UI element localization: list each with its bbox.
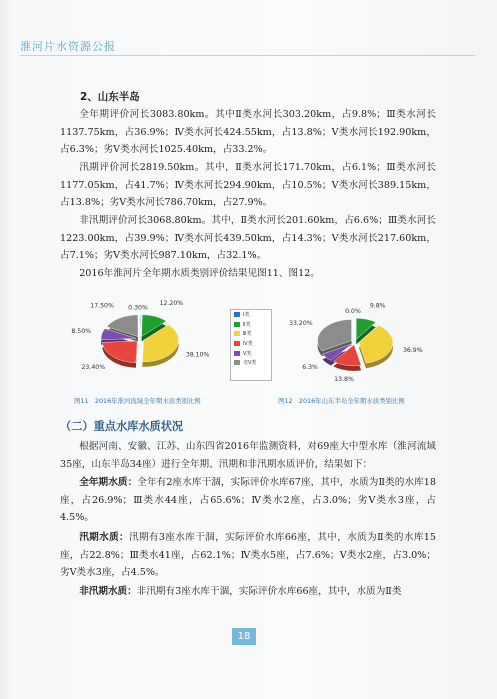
pie-label-6: 33.20% bbox=[289, 319, 313, 327]
pie-label-2: 9.8% bbox=[369, 302, 386, 310]
legend-label: 劣Ⅴ类 bbox=[243, 360, 257, 367]
report-header-title: 淮河片水资源公报 bbox=[20, 40, 116, 53]
legend-item-class1 bbox=[231, 310, 271, 320]
pie-label-1: 0.30% bbox=[128, 304, 148, 312]
legend-swatch bbox=[234, 341, 240, 346]
reservoir-nonflood-label: 非汛期水质： bbox=[79, 586, 137, 597]
reservoir-nonflood-text: 非汛期有3座水库干涸，实际评价水库66座，其中，水质为Ⅱ类 bbox=[136, 586, 402, 597]
reservoir-annual-text: 全年有2座水库干涸，实际评价水库67座，其中，水质为Ⅱ类的水库18座，占26.9%；Ⅲ类水44座，占65.6%；Ⅳ类水2座，占3.0%；劣Ⅴ类水3座，占4.5%。 bbox=[60, 477, 436, 524]
figure-11-caption: 图11 2016年淮河流域全年期水质类别比例 bbox=[74, 397, 201, 405]
figure-12-caption: 图12 2016年山东半岛全年期水质类别比例 bbox=[278, 397, 405, 405]
paragraph-non-flood-season: 非汛期评价河长3068.80km。其中，Ⅱ类水河长201.60km，占6.6%；Ⅲ类水河长1223.00km，占39.9%；Ⅳ类水河长439.50km，占14.3%；Ⅴ类水河长217.60km，占7.1%；劣Ⅴ类水河长987.10km，占32.1%。 bbox=[60, 215, 436, 262]
legend-label: Ⅰ类 bbox=[243, 312, 250, 319]
legend-item-class5 bbox=[231, 348, 271, 358]
legend-swatch bbox=[234, 351, 240, 356]
legend-item-class6 bbox=[231, 358, 271, 368]
pie-chart-shandong bbox=[275, 292, 440, 392]
legend-swatch bbox=[234, 322, 240, 327]
pie-label-2: 12.20% bbox=[159, 300, 184, 308]
legend-item-class4 bbox=[231, 339, 271, 349]
pie-slice-4 bbox=[102, 341, 137, 363]
paragraph-annual: 全年期评价河长3083.80km。其中Ⅱ类水河长303.20km，占9.8%；Ⅲ类水河长1137.75km，占36.9%；Ⅳ类水河长424.55km，占13.8%；Ⅴ类水河长192.90km，占6.3%；劣Ⅴ类水河长1025.40km，占33.2%。 bbox=[60, 109, 436, 156]
pie-label-4: 13.8% bbox=[334, 376, 354, 384]
chart-legend bbox=[230, 309, 272, 381]
legend-swatch bbox=[234, 331, 240, 336]
section-title: 2、山东半岛 bbox=[80, 91, 140, 103]
legend-swatch bbox=[234, 312, 240, 317]
reservoir-flood bbox=[60, 529, 436, 582]
reservoir-flood-label: 汛期水质： bbox=[79, 532, 129, 543]
reservoir-section-title: （二）重点水库水质状况 bbox=[60, 419, 184, 433]
reservoir-intro: 根据河南、安徽、江苏、山东四省2016年监测资料，对69座大中型水库（淮河流域35座，山东半岛34座）进行全年期、汛期和非汛期水质评价，结果如下： bbox=[60, 441, 436, 470]
reservoir-flood-text: 汛期有3座水库干涸，实际评价水库66座，其中，水质为Ⅱ类的水库15座，占22.8%；Ⅲ类水41座，占62.1%；Ⅳ类水5座，占7.6%；Ⅴ类水2座，占3.0%；劣Ⅴ类水3座，占4.5%。 bbox=[60, 532, 436, 579]
header-divider bbox=[20, 55, 475, 56]
reservoir-annual-label: 全年期水质： bbox=[79, 477, 138, 488]
legend-item-class2 bbox=[231, 320, 271, 330]
legend-label: Ⅲ类 bbox=[243, 331, 252, 338]
paragraph-figure-reference: 2016年淮河片全年期水质类别评价结果见图11、图12。 bbox=[79, 268, 320, 279]
reservoir-annual bbox=[60, 474, 436, 527]
pie-chart-huaihe bbox=[60, 292, 225, 392]
legend-label: Ⅴ类 bbox=[243, 350, 252, 357]
page-number: 18 bbox=[232, 628, 256, 645]
pie-label-6: 17.50% bbox=[90, 302, 114, 310]
pie-label-5: 8.50% bbox=[71, 328, 92, 336]
pie-label-3: 38.10% bbox=[185, 351, 210, 359]
pie-label-5: 6.3% bbox=[302, 364, 318, 372]
pie-label-3: 36.9% bbox=[402, 346, 423, 354]
legend-item-class3 bbox=[231, 329, 271, 339]
legend-swatch bbox=[234, 360, 240, 365]
reservoir-nonflood bbox=[60, 583, 436, 601]
paragraph-flood-season: 汛期评价河长2819.50km。其中，Ⅱ类水河长171.70km，占6.1%；Ⅲ类水河长1177.05km，占41.7%；Ⅳ类水河长294.90km，占10.5%；Ⅴ类水河长389.15km，占13.8%；劣Ⅴ类水河长786.70km，占27.9%。 bbox=[60, 162, 436, 209]
pie-label-4: 23.40% bbox=[81, 363, 106, 371]
pie-slice-1 bbox=[140, 315, 141, 337]
pie-label-1: 0.0% bbox=[345, 307, 361, 315]
pie-charts-area bbox=[60, 292, 440, 402]
legend-label: Ⅱ类 bbox=[243, 321, 251, 328]
legend-label: Ⅳ类 bbox=[243, 341, 253, 348]
